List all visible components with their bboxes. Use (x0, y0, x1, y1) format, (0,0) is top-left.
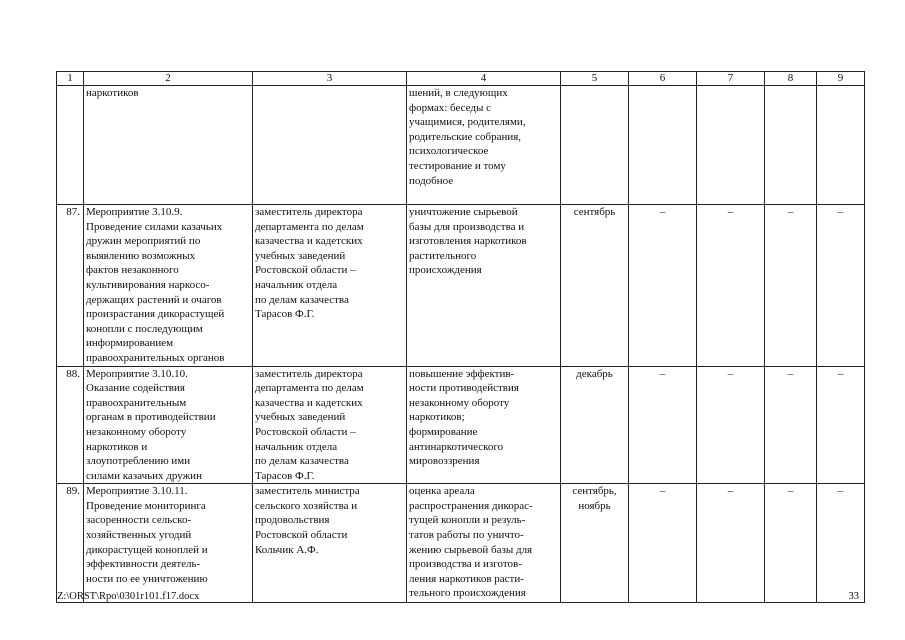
result-cell-line: повышение эффектив- (409, 367, 515, 380)
responsible-cell-line: Ростовской области – (255, 264, 356, 277)
column-number: 9 (817, 72, 865, 86)
result-cell-line: производства и изготов- (409, 558, 522, 571)
table-row (57, 205, 865, 367)
value-cell: – (697, 484, 765, 603)
event-cell-line: Мероприятие 3.10.10. (86, 367, 188, 380)
event-cell-line: наркотиков и (86, 440, 148, 453)
value-cell: – (629, 205, 697, 367)
value-cell: – (697, 366, 765, 484)
responsible-cell-line: Кольчик А.Ф. (255, 543, 319, 556)
responsible-cell-line: казачества и кадетских (255, 396, 363, 409)
event-cell-line: засоренности сельско- (86, 514, 192, 527)
responsible-cell-line: продовольствия (255, 514, 330, 527)
responsible-cell-line: начальник отдела (255, 440, 338, 453)
term-cell (561, 86, 629, 205)
event-cell-line: дикорастущей коноплей и (86, 543, 208, 556)
event-cell (84, 205, 253, 367)
result-cell (407, 366, 561, 484)
term-cell (561, 366, 629, 484)
event-cell-line: держащих растений и очагов (86, 293, 222, 306)
responsible-cell-line: учебных заведений (255, 411, 346, 424)
result-cell-line: родительские собрания, (409, 130, 522, 143)
responsible-cell-line: заместитель министра (255, 485, 360, 498)
responsible-cell-line: департамента по делам (255, 382, 364, 395)
term-cell-line: ноябрь (578, 499, 611, 512)
result-cell-line: тельного происхождения (409, 587, 526, 600)
event-cell-line: выявлению возможных (86, 249, 196, 262)
responsible-cell-line: по делам казачества (255, 455, 349, 468)
result-cell-line: растительного (409, 249, 477, 262)
result-cell-line: ности противодействия (409, 382, 519, 395)
column-number-row (57, 72, 865, 86)
footer-file-path: Z:\ORST\Rpo\0301r101.f17.docx (57, 591, 200, 602)
event-cell-line: эффективности деятель- (86, 558, 201, 571)
event-cell (84, 484, 253, 603)
event-cell (84, 86, 253, 205)
value-cell (697, 86, 765, 205)
result-cell-line: уничтожение сырьевой (409, 206, 518, 218)
term-cell-line: сентябрь, (572, 485, 617, 498)
row-number-cell (57, 86, 84, 205)
event-cell-line: ности по ее уничтожению (86, 572, 208, 585)
column-number: 7 (697, 72, 765, 86)
event-cell (84, 366, 253, 484)
program-table (56, 71, 865, 603)
event-cell-line: произрастания дикорастущей (86, 308, 225, 321)
row-number-cell: 88. (57, 366, 84, 484)
value-cell: – (765, 484, 817, 603)
result-cell (407, 484, 561, 603)
responsible-cell-line: заместитель директора (255, 206, 363, 218)
event-cell-line: Оказание содействия (86, 382, 185, 395)
event-cell-line: Проведение мониторинга (86, 499, 206, 512)
result-cell-line: учащимися, родителями, (409, 116, 526, 129)
responsible-cell-line: казачества и кадетских (255, 235, 363, 248)
responsible-cell-line: начальник отдела (255, 278, 338, 291)
responsible-cell-line: заместитель директора (255, 367, 363, 380)
responsible-cell (253, 366, 407, 484)
responsible-cell-line: по делам казачества (255, 293, 349, 306)
value-cell: – (765, 366, 817, 484)
result-cell-line: базы для производства и (409, 220, 525, 233)
responsible-cell-line: учебных заведений (255, 249, 346, 262)
event-cell-line: органам в противодействии (86, 411, 216, 424)
event-cell-line: наркотиков (86, 87, 139, 99)
table-row (57, 484, 865, 603)
column-number: 8 (765, 72, 817, 86)
event-cell-line: правоохранительных органов (86, 351, 225, 364)
value-cell: – (817, 484, 865, 603)
result-cell-line: мировоззрения (409, 455, 480, 468)
responsible-cell-line: Ростовской области – (255, 425, 356, 438)
result-cell-line: шений, в следующих (409, 87, 508, 99)
event-cell-line: Мероприятие 3.10.11. (86, 485, 188, 498)
result-cell-line: тущей конопли и резуль- (409, 514, 526, 527)
result-cell-line: формирование (409, 425, 478, 438)
responsible-cell-line: Тарасов Ф.Г. (255, 308, 315, 321)
result-cell (407, 86, 561, 205)
table-row (57, 86, 865, 205)
term-cell-line: сентябрь (573, 206, 616, 218)
value-cell: – (765, 205, 817, 367)
event-cell-line: Мероприятие 3.10.9. (86, 206, 183, 218)
responsible-cell (253, 484, 407, 603)
event-cell-line: Проведение силами казачьих (86, 220, 223, 233)
term-cell (561, 205, 629, 367)
result-cell-line: подобное (409, 174, 454, 187)
responsible-cell (253, 205, 407, 367)
value-cell (629, 86, 697, 205)
column-number: 6 (629, 72, 697, 86)
column-number: 1 (57, 72, 84, 86)
value-cell: – (697, 205, 765, 367)
result-cell (407, 205, 561, 367)
event-cell-line: информированием (86, 337, 174, 350)
result-cell-line: происхождения (409, 264, 482, 277)
value-cell: – (817, 205, 865, 367)
value-cell: – (817, 366, 865, 484)
event-cell-line: культивирования наркосо- (86, 278, 210, 291)
row-number-cell: 89. (57, 484, 84, 603)
column-number: 2 (84, 72, 253, 86)
result-cell-line: формах: беседы с (409, 101, 492, 114)
result-cell-line: изготовления наркотиков (409, 235, 527, 248)
responsible-cell-line: департамента по делам (255, 220, 364, 233)
responsible-cell (253, 86, 407, 205)
column-number: 5 (561, 72, 629, 86)
event-cell-line: конопли с последующим (86, 322, 203, 335)
value-cell (817, 86, 865, 205)
table-row (57, 366, 865, 484)
row-number-cell: 87. (57, 205, 84, 367)
event-cell-line: силами казачьих дружин (86, 469, 202, 482)
value-cell: – (629, 366, 697, 484)
responsible-cell-line: Тарасов Ф.Г. (255, 469, 315, 482)
column-number: 4 (407, 72, 561, 86)
result-cell-line: ления наркотиков расти- (409, 572, 524, 585)
table-body (57, 86, 865, 603)
value-cell (765, 86, 817, 205)
footer-page-number: 33 (848, 591, 859, 602)
result-cell-line: тестирование и тому (409, 159, 506, 172)
event-cell-line: хозяйственных угодий (86, 529, 192, 542)
result-cell-line: татов работы по уничто- (409, 529, 524, 542)
result-cell-line: антинаркотического (409, 440, 504, 453)
result-cell-line: наркотиков; (409, 411, 465, 424)
value-cell: – (629, 484, 697, 603)
responsible-cell-line: Ростовской области (255, 529, 348, 542)
result-cell-line: жению сырьевой базы для (409, 543, 533, 556)
event-cell-line: дружин мероприятий по (86, 235, 201, 248)
term-cell-line: декабрь (576, 367, 613, 380)
event-cell-line: незаконному обороту (86, 425, 187, 438)
event-cell-line: фактов незаконного (86, 264, 179, 277)
result-cell-line: оценка ареала (409, 485, 475, 498)
column-number: 3 (253, 72, 407, 86)
result-cell-line: распространения дикорас- (409, 499, 533, 512)
result-cell-line: психологическое (409, 145, 489, 158)
event-cell-line: злоупотреблению ими (86, 455, 191, 468)
result-cell-line: незаконному обороту (409, 396, 510, 409)
event-cell-line: правоохранительным (86, 396, 187, 409)
term-cell (561, 484, 629, 603)
responsible-cell-line: сельского хозяйства и (255, 499, 358, 512)
